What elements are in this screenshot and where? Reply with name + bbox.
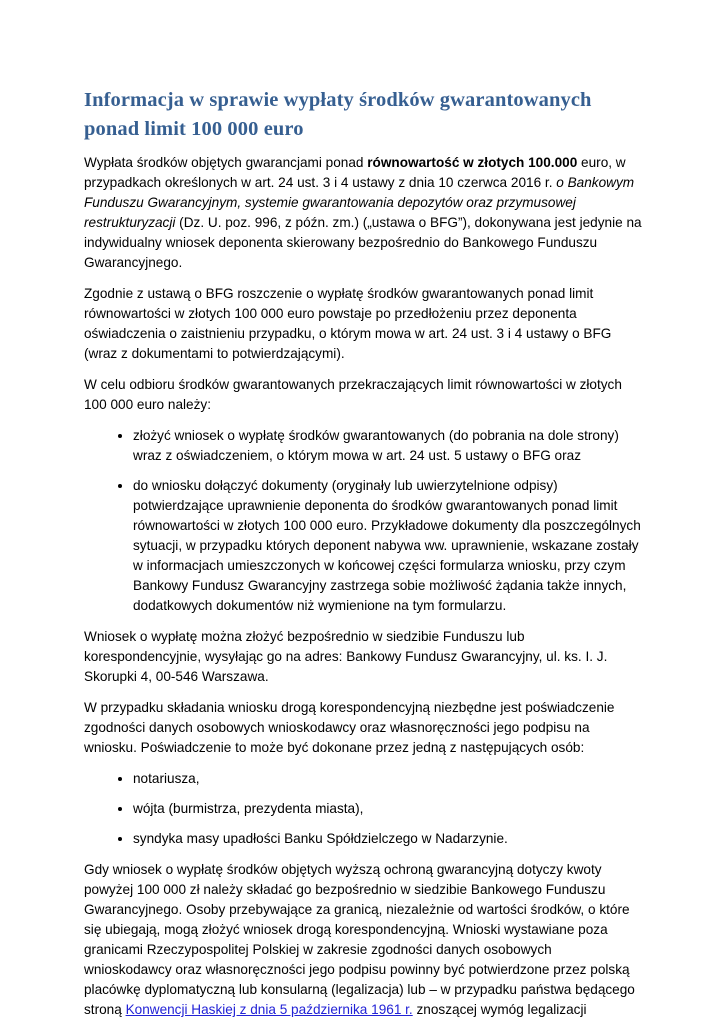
requirements-list <box>84 426 642 616</box>
page-title: Informacja w sprawie wypłaty środków gwarantowanych ponad limit 100 000 euro <box>84 89 592 140</box>
paragraph-intro <box>84 153 642 273</box>
text-run: (Dz. U. poz. 996, z późn. zm.) („ustawa o BFG”), dokonywana jest jedynie na indywidualny wniosek deponenta skierowany bezpośrednio do Bankowego Funduszu Gwarancyjnego. <box>84 215 642 270</box>
list-item: • do wniosku dołączyć dokumenty (oryginały lub uwierzytelnione odpisy) potwierdzające uprawnienie deponenta do środków gwarantowanych ponad limit równowartości w złotych 100 000 euro. Przykładowe dokumenty dla poszczególnych sytuacji, w przypadku których deponent nabywa ww. uprawnienie, wskazane zostały w informacjach umieszczonych w końcowej części formularza wniosku, przy czym Bankowy Fundusz Gwarancyjny zastrzega sobie możliwość żądania także innych, dodatkowych dokumentów niż wymienione na tym formularzu. <box>133 476 642 616</box>
list-item: • wójta (burmistrza, prezydenta miasta), <box>133 799 642 819</box>
list-item: • notariusza, <box>133 769 642 789</box>
paragraph-claim-basis: Zgodnie z ustawą o BFG roszczenie o wypłatę środków gwarantowanych ponad limit równowartości w złotych 100 000 euro powstaje po przedłożeniu przez deponenta oświadczenia o zaistnieniu przypadku, o którym mowa w art. 24 ust. 3 i 4 ustawy o BFG (wraz z dokumentami to potwierdzającymi). <box>84 286 612 361</box>
paragraph-certification-lead: W przypadku składania wniosku drogą korespondencyjną niezbędne jest poświadczenie zgodności danych osobowych wnioskodawcy oraz własnoręczności jego podpisu na wniosku. Poświadczenie to może być dokonane przez jedną z następujących osób: <box>84 700 615 755</box>
paragraph-submission-address: Wniosek o wypłatę można złożyć bezpośrednio w siedzibie Funduszu lub korespondencyjnie, wysyłając go na adres: Bankowy Fundusz Gwarancyjny, ul. ks. I. J. Skorupki 4, 00-546 Warszawa. <box>84 629 608 684</box>
text-run: Gdy wniosek o wypłatę środków objętych wyższą ochroną gwarancyjną dotyczy kwoty powyżej 100 000 zł należy składać go bezpośrednio w siedzibie Bankowego Funduszu Gwarancyjnego. Osoby przebywające za granicą, niezależnie od wartości środków, o które się ubiegają, mogą złożyć wniosek drogą korespondencyjną. Wnioski wystawiane poza granicami Rzeczypospolitej Polskiej w zakresie zgodności danych osobowych wnioskodawcy oraz własnoręczności jego podpisu powinny być potwierdzone przez polską placówkę dyplomatyczną lub konsularną (legalizacja) lub – w przypadku państwa będącego stroną <box>84 862 635 1017</box>
text-run-italic-act-title: o Bankowym Funduszu Gwarancyjnym, systemie gwarantowania depozytów oraz przymusowej restrukturyzacji <box>84 175 635 230</box>
list-item: • złożyć wniosek o wypłatę środków gwarantowanych (do pobrania na dole strony) wraz z oświadczeniem, o którym mowa w art. 24 ust. 5 ustawy o BFG oraz <box>133 426 642 466</box>
certifiers-list <box>84 769 642 849</box>
hague-convention-link[interactable]: Konwencji Haskiej z dnia 5 października 1961 r. <box>125 1002 413 1017</box>
text-run: znoszącej wymóg legalizacji <box>412 1002 587 1017</box>
text-run-bold: równowartość w złotych 100.000 <box>367 155 578 170</box>
paragraph-requirements-lead: W celu odbioru środków gwarantowanych przekraczających limit równowartości w złotych 100 000 euro należy: <box>84 377 622 412</box>
list-item: • syndyka masy upadłości Banku Spółdzielczego w Nadarzynie. <box>133 829 642 849</box>
document-content <box>84 86 642 1024</box>
text-run: Wypłata środków objętych gwarancjami ponad <box>84 155 368 170</box>
text-run: euro, w przypadkach określonych w art. 24 ust. 3 i 4 ustawy z dnia 10 czerwca 2016 r. <box>84 155 626 190</box>
paragraph-abroad-submission <box>84 860 642 1020</box>
